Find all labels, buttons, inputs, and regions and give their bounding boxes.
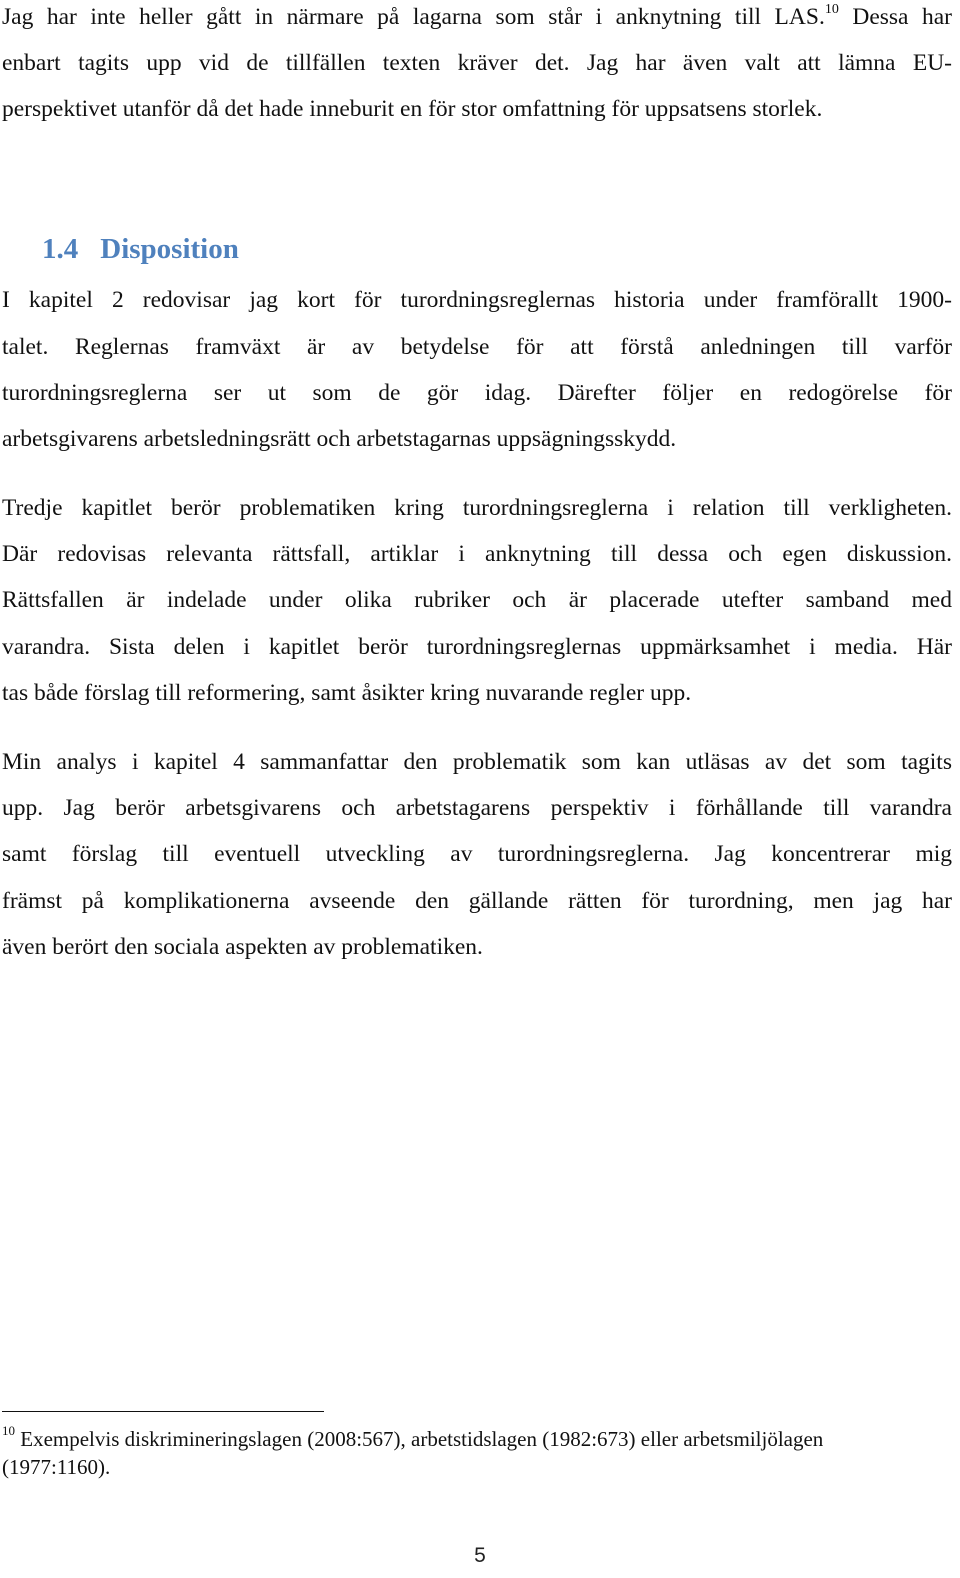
text-line: perspektivet utanför då det hade inneburit en för stor omfattning för uppsatsens storlek. xyxy=(2,96,823,122)
text-line: upp. Jag berör arbetsgivarens och arbetstagarens perspektiv i förhållande till varandra xyxy=(2,795,952,821)
footnote-text: Exempelvis diskrimineringslagen (2008:567), arbetstidslagen (1982:673) eller arbetsmiljölagen xyxy=(15,1427,824,1451)
section-title: Disposition xyxy=(100,233,239,265)
text-line: samt förslag till eventuell utveckling av turordningsreglerna. Jag koncentrerar mig xyxy=(2,841,952,867)
section-number: 1.4 xyxy=(42,233,79,265)
text-line xyxy=(2,2,952,32)
text-segment: Dessa har xyxy=(838,4,952,30)
text-line: I kapitel 2 redovisar jag kort för turordningsreglernas historia under framförallt 1900- xyxy=(2,287,952,313)
text-line: turordningsreglerna ser ut som de gör idag. Därefter följer en redogörelse för xyxy=(2,380,952,406)
footnote-marker: 10 xyxy=(2,1423,15,1438)
footnote-separator xyxy=(2,1411,324,1412)
text-line: även berört den sociala aspekten av problematiken. xyxy=(2,934,483,960)
text-line: varandra. Sista delen i kapitlet berör turordningsreglernas uppmärksamhet i media. Här xyxy=(2,634,952,660)
text-line: Min analys i kapitel 4 sammanfattar den problematik som kan utläsas av det som tagits xyxy=(2,749,952,775)
footnote-reference: 10 xyxy=(824,2,839,18)
footnote-line: (1977:1160). xyxy=(2,1455,111,1479)
footnote-line xyxy=(2,1423,952,1452)
text-line: Rättsfallen är indelade under olika rubriker och är placerade utefter samband med xyxy=(2,587,952,613)
text-segment: Jag har inte heller gått in närmare på lagarna som står i anknytning till LAS. xyxy=(2,4,825,30)
text-line: främst på komplikationerna avseende den gällande rätten för turordning, men jag har xyxy=(2,888,952,914)
text-line: tas både förslag till reformering, samt åsikter kring nuvarande regler upp. xyxy=(2,680,692,706)
text-line: Tredje kapitlet berör problematiken kring turordningsreglerna i relation till verkligheten. xyxy=(2,495,952,521)
text-line: talet. Reglernas framväxt är av betydelse för att förstå anledningen till varför xyxy=(2,334,952,360)
section-heading xyxy=(42,231,239,267)
text-line: enbart tagits upp vid de tillfällen texten kräver det. Jag har även valt att lämna EU- xyxy=(2,50,952,76)
page-number: 5 xyxy=(474,1544,486,1567)
text-line: Där redovisas relevanta rättsfall, artiklar i anknytning till dessa och egen diskussion. xyxy=(2,541,952,567)
text-line: arbetsgivarens arbetsledningsrätt och arbetstagarnas uppsägningsskydd. xyxy=(2,426,677,452)
